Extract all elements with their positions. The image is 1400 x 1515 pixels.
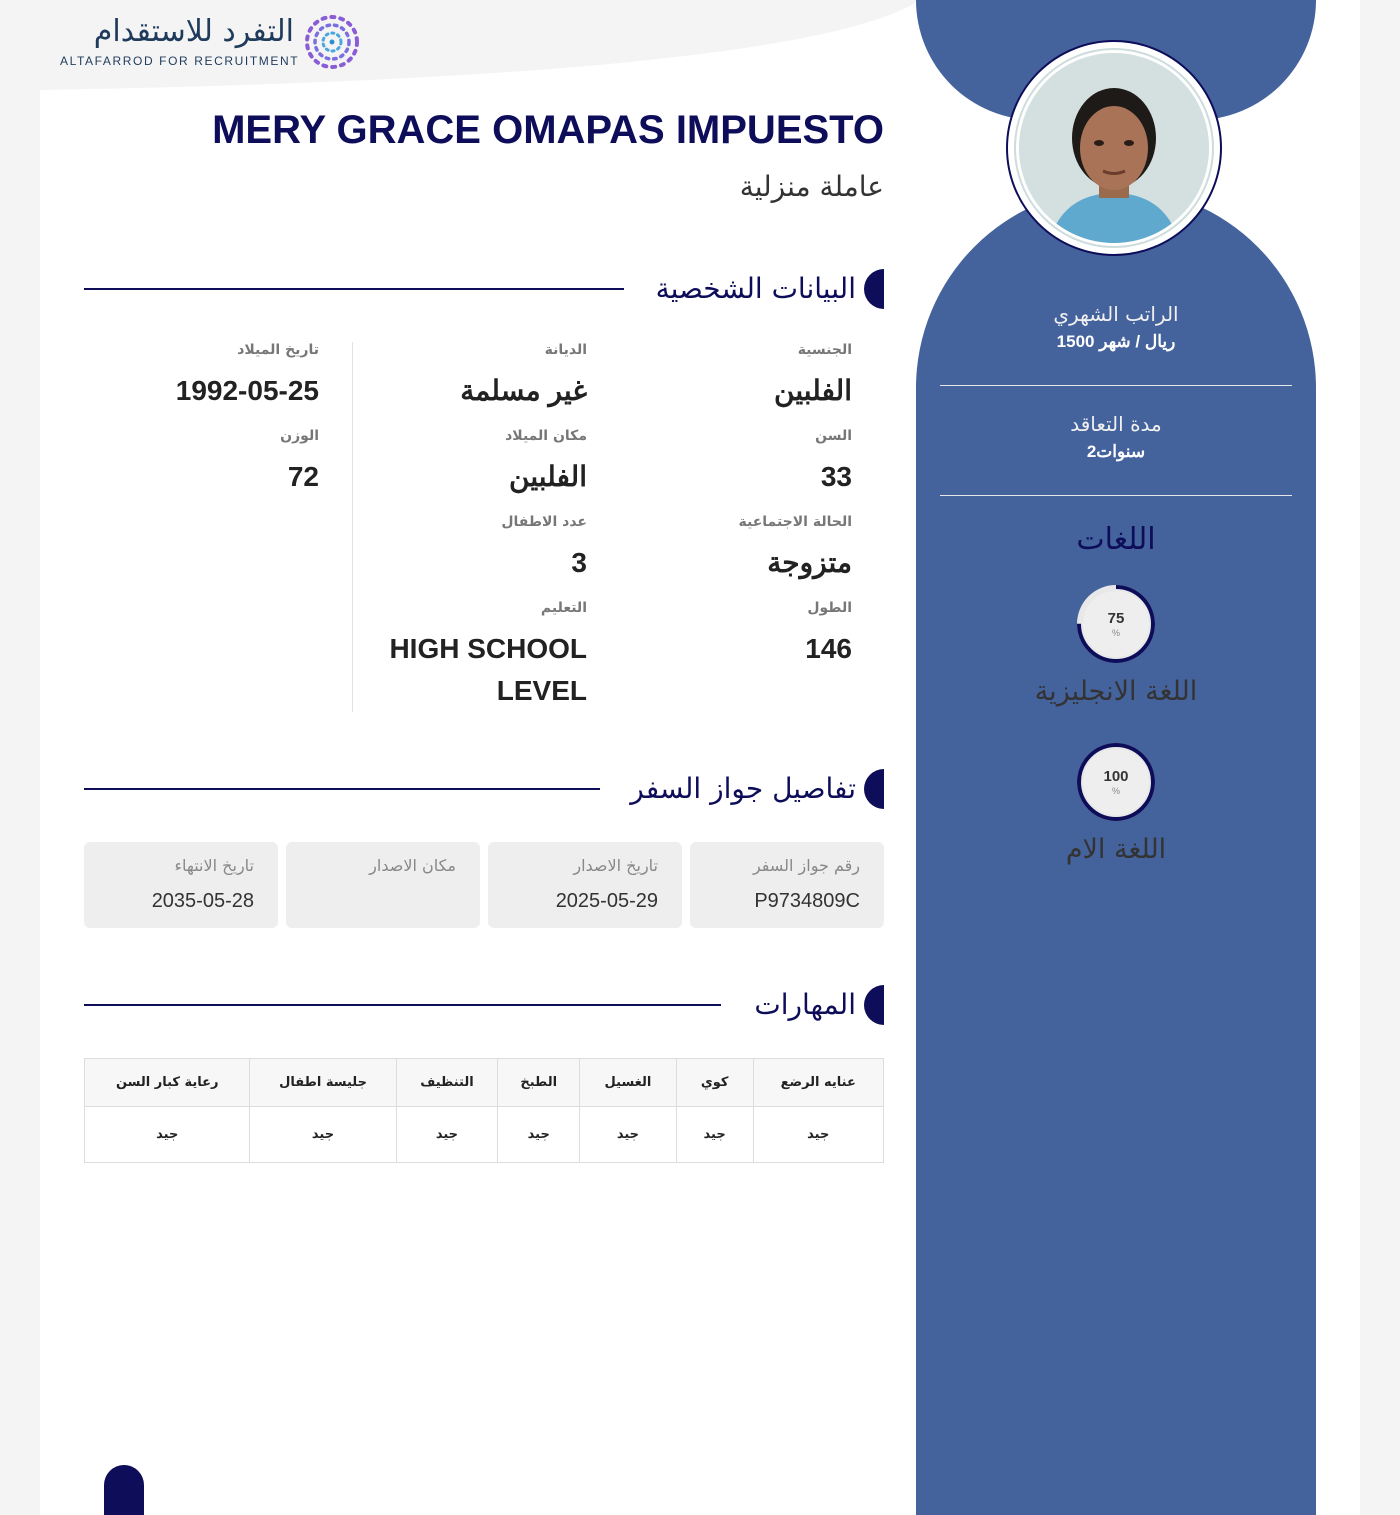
passport-number-card <box>690 842 884 928</box>
field-label: عدد الاطفال <box>501 514 587 530</box>
skill-rating: جيد <box>580 1107 677 1163</box>
language-name: اللغة الام <box>1065 834 1167 865</box>
language-gauge <box>1076 584 1156 664</box>
percent-sign: % <box>1111 628 1120 638</box>
field-education <box>377 600 587 712</box>
language-name: اللغة الانجليزية <box>1034 676 1198 707</box>
field-value: 146 <box>805 633 852 664</box>
section-title: تفاصيل جواز السفر <box>630 772 856 805</box>
personal-column <box>352 342 619 712</box>
card-value: P9734809C <box>754 890 860 912</box>
skill-rating: جيد <box>396 1107 498 1163</box>
profile-photo-frame <box>1006 40 1222 256</box>
section-header-skills <box>84 985 884 1025</box>
field-value: غير مسلمة <box>460 375 587 406</box>
profile-photo <box>1016 50 1212 246</box>
section-marker <box>864 769 884 809</box>
section-marker <box>864 269 884 309</box>
divider <box>940 495 1292 496</box>
field-value: 1992-05-25 <box>175 375 319 406</box>
passport-expiry-date-card <box>84 842 278 928</box>
salary-value: 1500 ريال / شهر <box>1056 332 1176 351</box>
skill-rating: جيد <box>250 1107 396 1163</box>
skill-header: رعاية كبار السن <box>85 1059 250 1107</box>
card-value: 2035-05-28 <box>151 890 254 912</box>
field-label: الوزن <box>280 428 319 444</box>
logo-text-arabic: التفرد للاستقدام <box>93 14 294 49</box>
company-logo <box>60 14 360 74</box>
divider <box>940 385 1292 386</box>
field-label: الحالة الاجتماعية <box>738 514 852 530</box>
skills-header-row <box>85 1059 884 1107</box>
section-title: المهارات <box>754 988 856 1021</box>
skill-header: التنظيف <box>396 1059 498 1107</box>
skill-header: جليسة اطفال <box>250 1059 396 1107</box>
passport-issue-place-card <box>286 842 480 928</box>
section-header-personal <box>84 269 884 309</box>
skill-header: عنايه الرضع <box>753 1059 884 1107</box>
skill-rating: جيد <box>85 1107 250 1163</box>
skill-header: كوي <box>676 1059 753 1107</box>
contract-block <box>940 412 1292 462</box>
field-label: التعليم <box>540 600 587 616</box>
field-label: الديانة <box>544 342 587 358</box>
section-marker <box>864 985 884 1025</box>
section-rule <box>84 1004 721 1006</box>
skill-rating: جيد <box>498 1107 580 1163</box>
person-avatar-icon <box>1019 53 1209 243</box>
card-label: تاريخ الانتهاء <box>174 856 254 875</box>
section-header-passport <box>84 769 884 809</box>
contract-value: 2سنوات <box>1086 442 1146 461</box>
field-marital-status <box>739 514 852 584</box>
salary-block <box>940 302 1292 352</box>
sidebar <box>916 0 1316 1515</box>
language-gauge <box>1076 742 1156 822</box>
skill-header: الطبخ <box>498 1059 580 1107</box>
section-rule <box>84 288 624 290</box>
field-label: الجنسية <box>797 342 852 358</box>
section-rule <box>84 788 600 790</box>
passport-issue-date-card <box>488 842 682 928</box>
field-label: السن <box>815 428 852 444</box>
field-label: تاريخ الميلاد <box>237 342 319 358</box>
field-value: HIGH SCHOOL LEVEL <box>389 633 587 706</box>
card-value: 2025-05-29 <box>555 890 658 912</box>
field-age <box>815 428 852 498</box>
candidate-name: MERY GRACE OMAPAS IMPUESTO <box>212 108 884 152</box>
contract-label: مدة التعاقد <box>1070 412 1162 436</box>
field-children <box>501 514 587 584</box>
card-label: مكان الاصدار <box>369 856 456 875</box>
field-height <box>805 600 852 670</box>
dotted-circle-logo-icon <box>304 14 360 70</box>
language-percent: 100 <box>1103 768 1129 785</box>
card-label: رقم جواز السفر <box>752 856 860 875</box>
field-value: 72 <box>287 461 319 492</box>
field-religion <box>460 342 587 412</box>
field-weight <box>280 428 319 498</box>
field-value: الفلبين <box>774 375 852 406</box>
skill-header: الغسيل <box>580 1059 677 1107</box>
card-label: تاريخ الاصدار <box>573 856 658 875</box>
field-label: الطول <box>807 600 852 616</box>
skill-rating: جيد <box>676 1107 753 1163</box>
field-value: 33 <box>820 461 852 492</box>
section-title: البيانات الشخصية <box>655 272 856 305</box>
percent-sign: % <box>1111 786 1120 796</box>
field-label: مكان الميلاد <box>505 428 587 444</box>
languages-title: اللغات <box>1076 522 1156 557</box>
field-value: الفلبين <box>509 461 587 492</box>
footer-decoration <box>104 1465 144 1515</box>
skill-rating: جيد <box>753 1107 884 1163</box>
job-title: عاملة منزلية <box>739 170 884 203</box>
field-nationality <box>774 342 852 412</box>
field-value: 3 <box>571 547 587 578</box>
skills-rating-row <box>85 1107 884 1163</box>
personal-column <box>618 342 884 712</box>
field-birthplace <box>505 428 587 498</box>
skills-table <box>84 1058 884 1163</box>
field-birthdate <box>176 342 319 412</box>
language-percent: 75 <box>1107 610 1125 627</box>
cv-page <box>40 0 1360 1515</box>
field-value: متزوجة <box>767 547 852 578</box>
personal-column <box>84 342 351 712</box>
logo-text-english: ALTAFARROD FOR RECRUITMENT <box>60 54 300 68</box>
salary-label: الراتب الشهري <box>1053 302 1179 326</box>
